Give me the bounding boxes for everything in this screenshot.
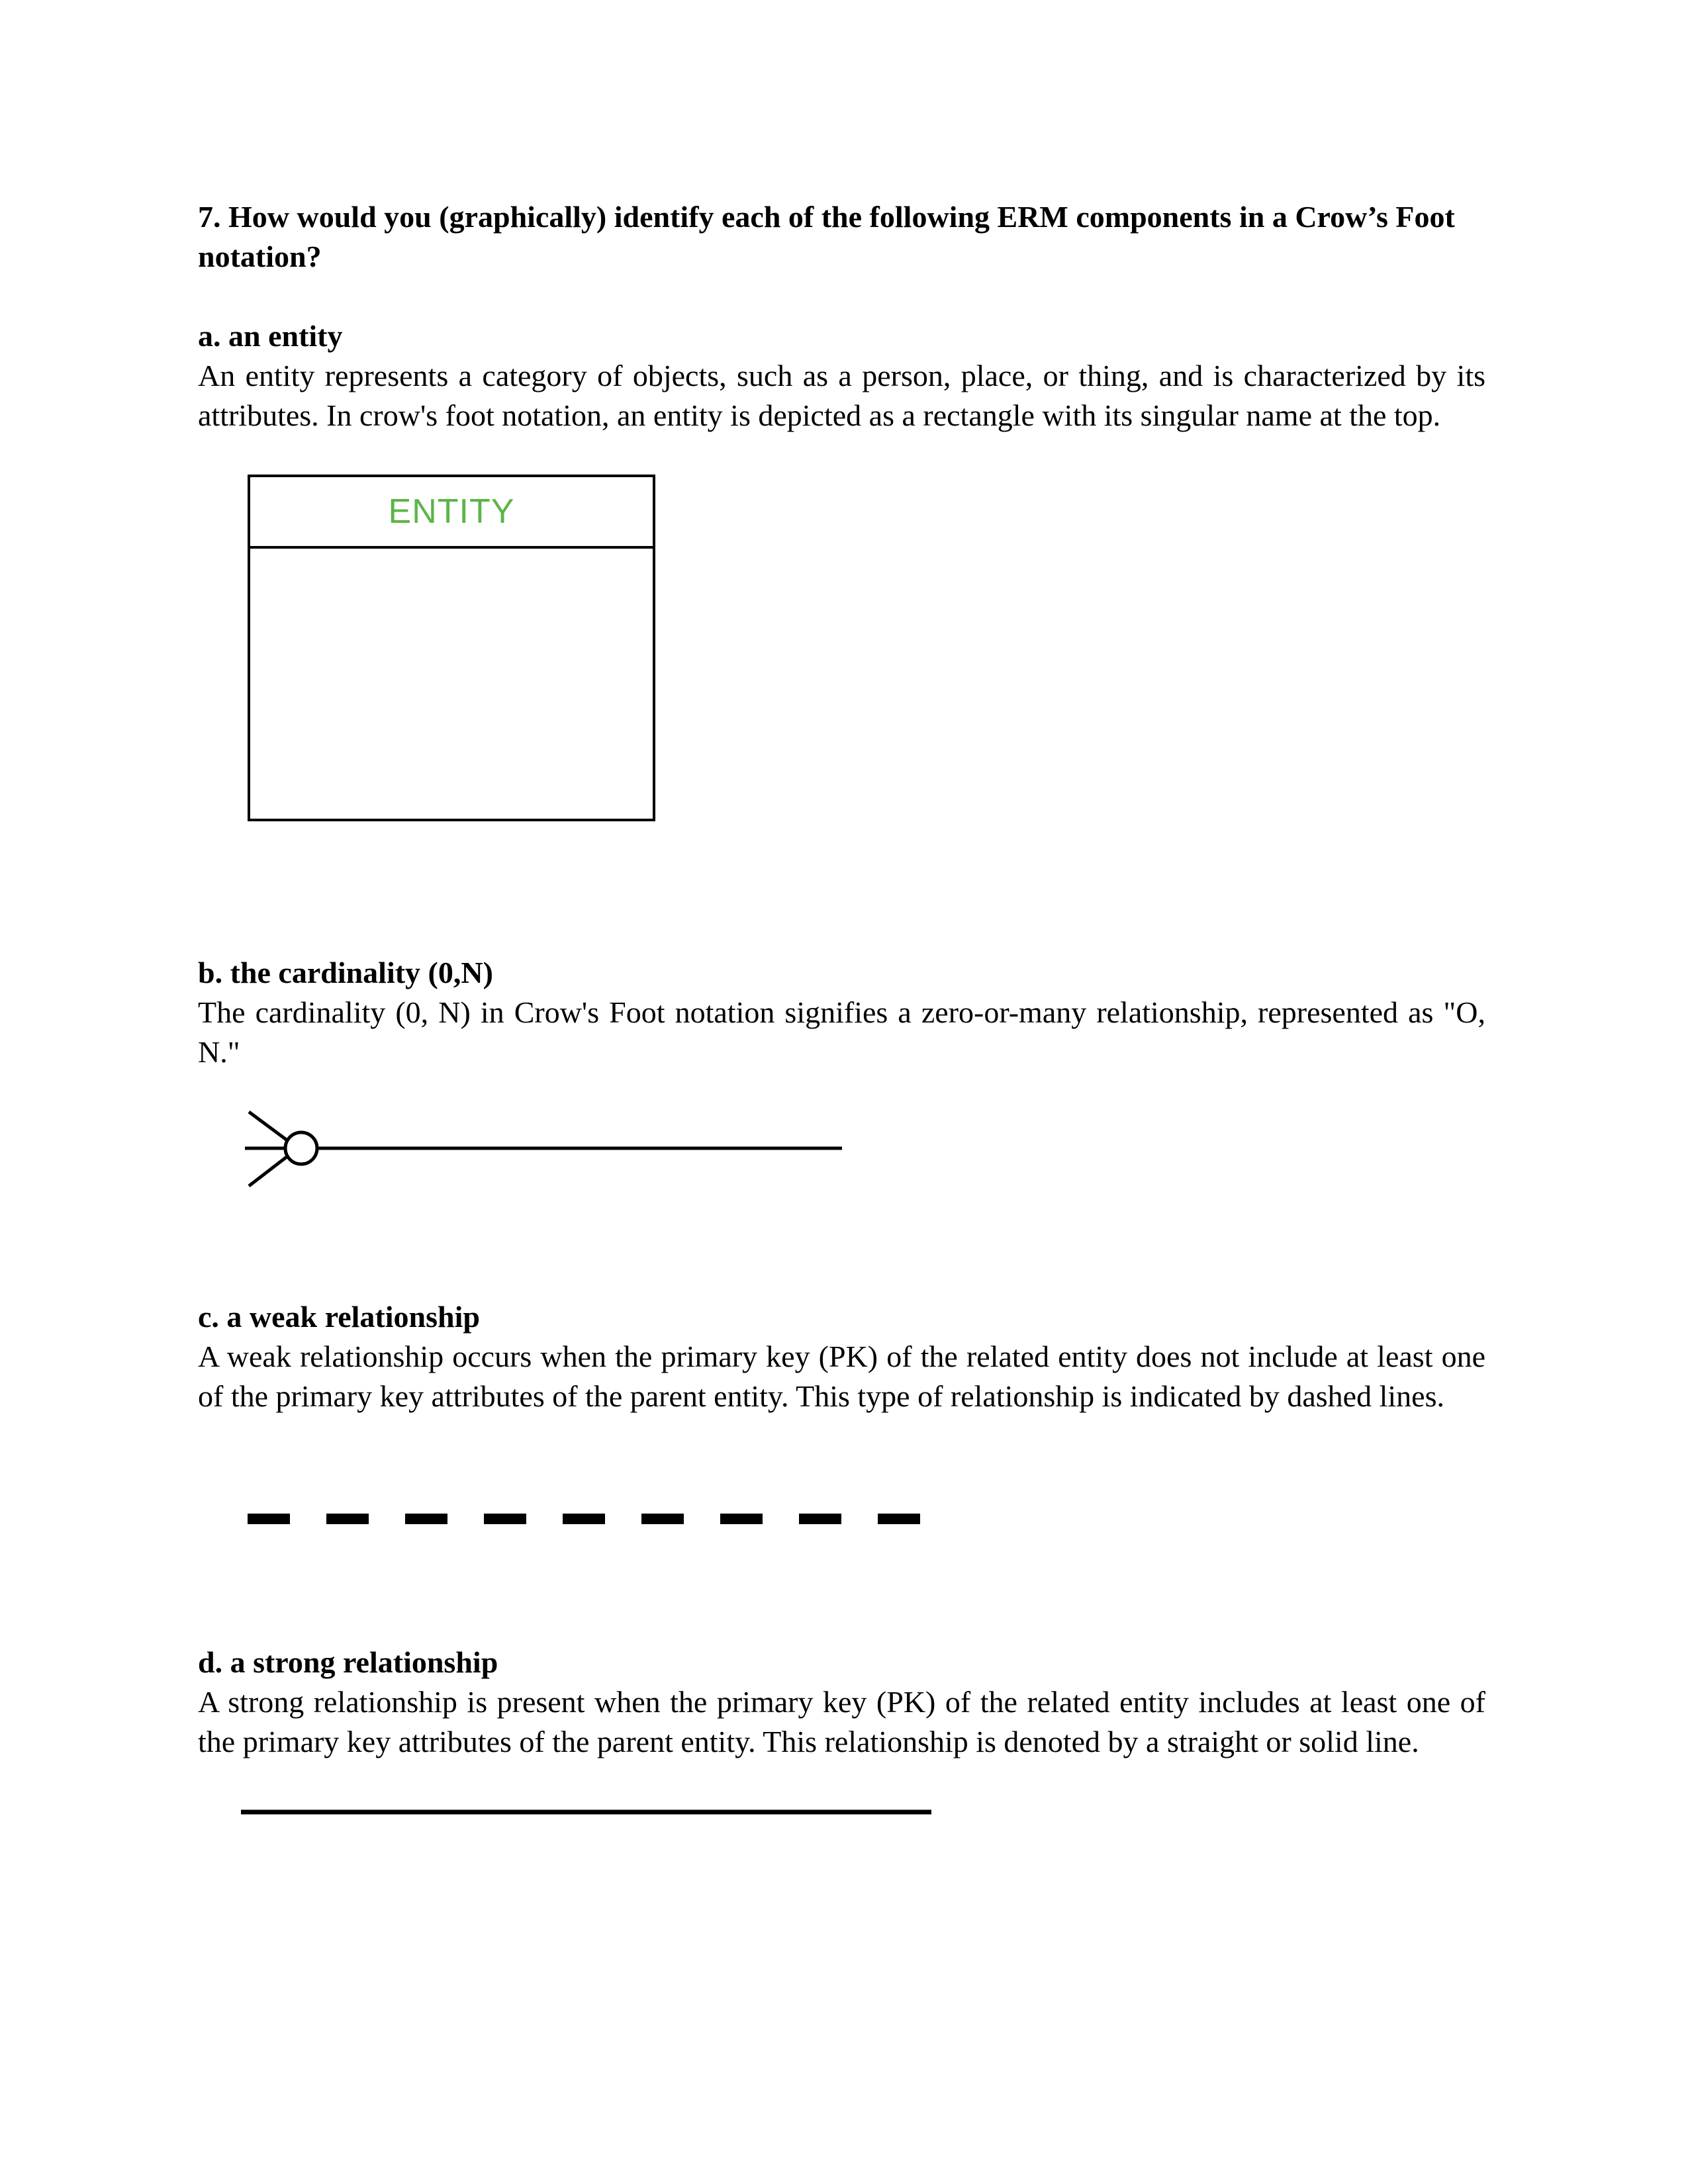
weak-relationship-dashed-line	[245, 1509, 933, 1529]
section-entity	[198, 316, 1485, 435]
entity-figure-header	[250, 477, 653, 549]
section-weak	[198, 1297, 1485, 1416]
section-weak-body: A weak relationship occurs when the primary key (PK) of the related entity does not include at least one of the primary key attributes of the parent entity. This type of relationship is indicated by dashed lines.	[198, 1340, 1485, 1413]
section-strong-heading: d. a strong relationship	[198, 1645, 498, 1679]
crows-foot-zero-many-figure	[238, 1105, 847, 1198]
section-entity-body: An entity represents a category of objects, such as a person, place, or thing, and is characterized by its attributes. In crow's foot notation, an entity is depicted as a rectangle with its singular name at the top.	[198, 359, 1485, 432]
question-block	[198, 197, 1485, 277]
strong-relationship-solid-line	[240, 1805, 935, 1819]
question-title: 7. How would you (graphically) identify each of the following ERM components in a Crow’s Foot notation?	[198, 200, 1455, 273]
section-strong-body: A strong relationship is present when the primary key (PK) of the related entity includes at least one of the primary key attributes of the parent entity. This relationship is denoted by a straight or solid line.	[198, 1685, 1485, 1758]
section-cardinality	[198, 953, 1485, 1072]
section-strong	[198, 1643, 1485, 1762]
section-weak-heading: c. a weak relationship	[198, 1300, 480, 1334]
crows-foot-zero-circle	[285, 1132, 317, 1164]
entity-figure-label: ENTITY	[388, 492, 515, 531]
section-cardinality-heading: b. the cardinality (0,N)	[198, 956, 493, 989]
section-cardinality-body: The cardinality (0, N) in Crow's Foot notation signifies a zero-or-many relationship, represented as "O, N."	[198, 995, 1485, 1069]
section-entity-heading: a. an entity	[198, 319, 343, 353]
entity-figure	[248, 475, 655, 821]
